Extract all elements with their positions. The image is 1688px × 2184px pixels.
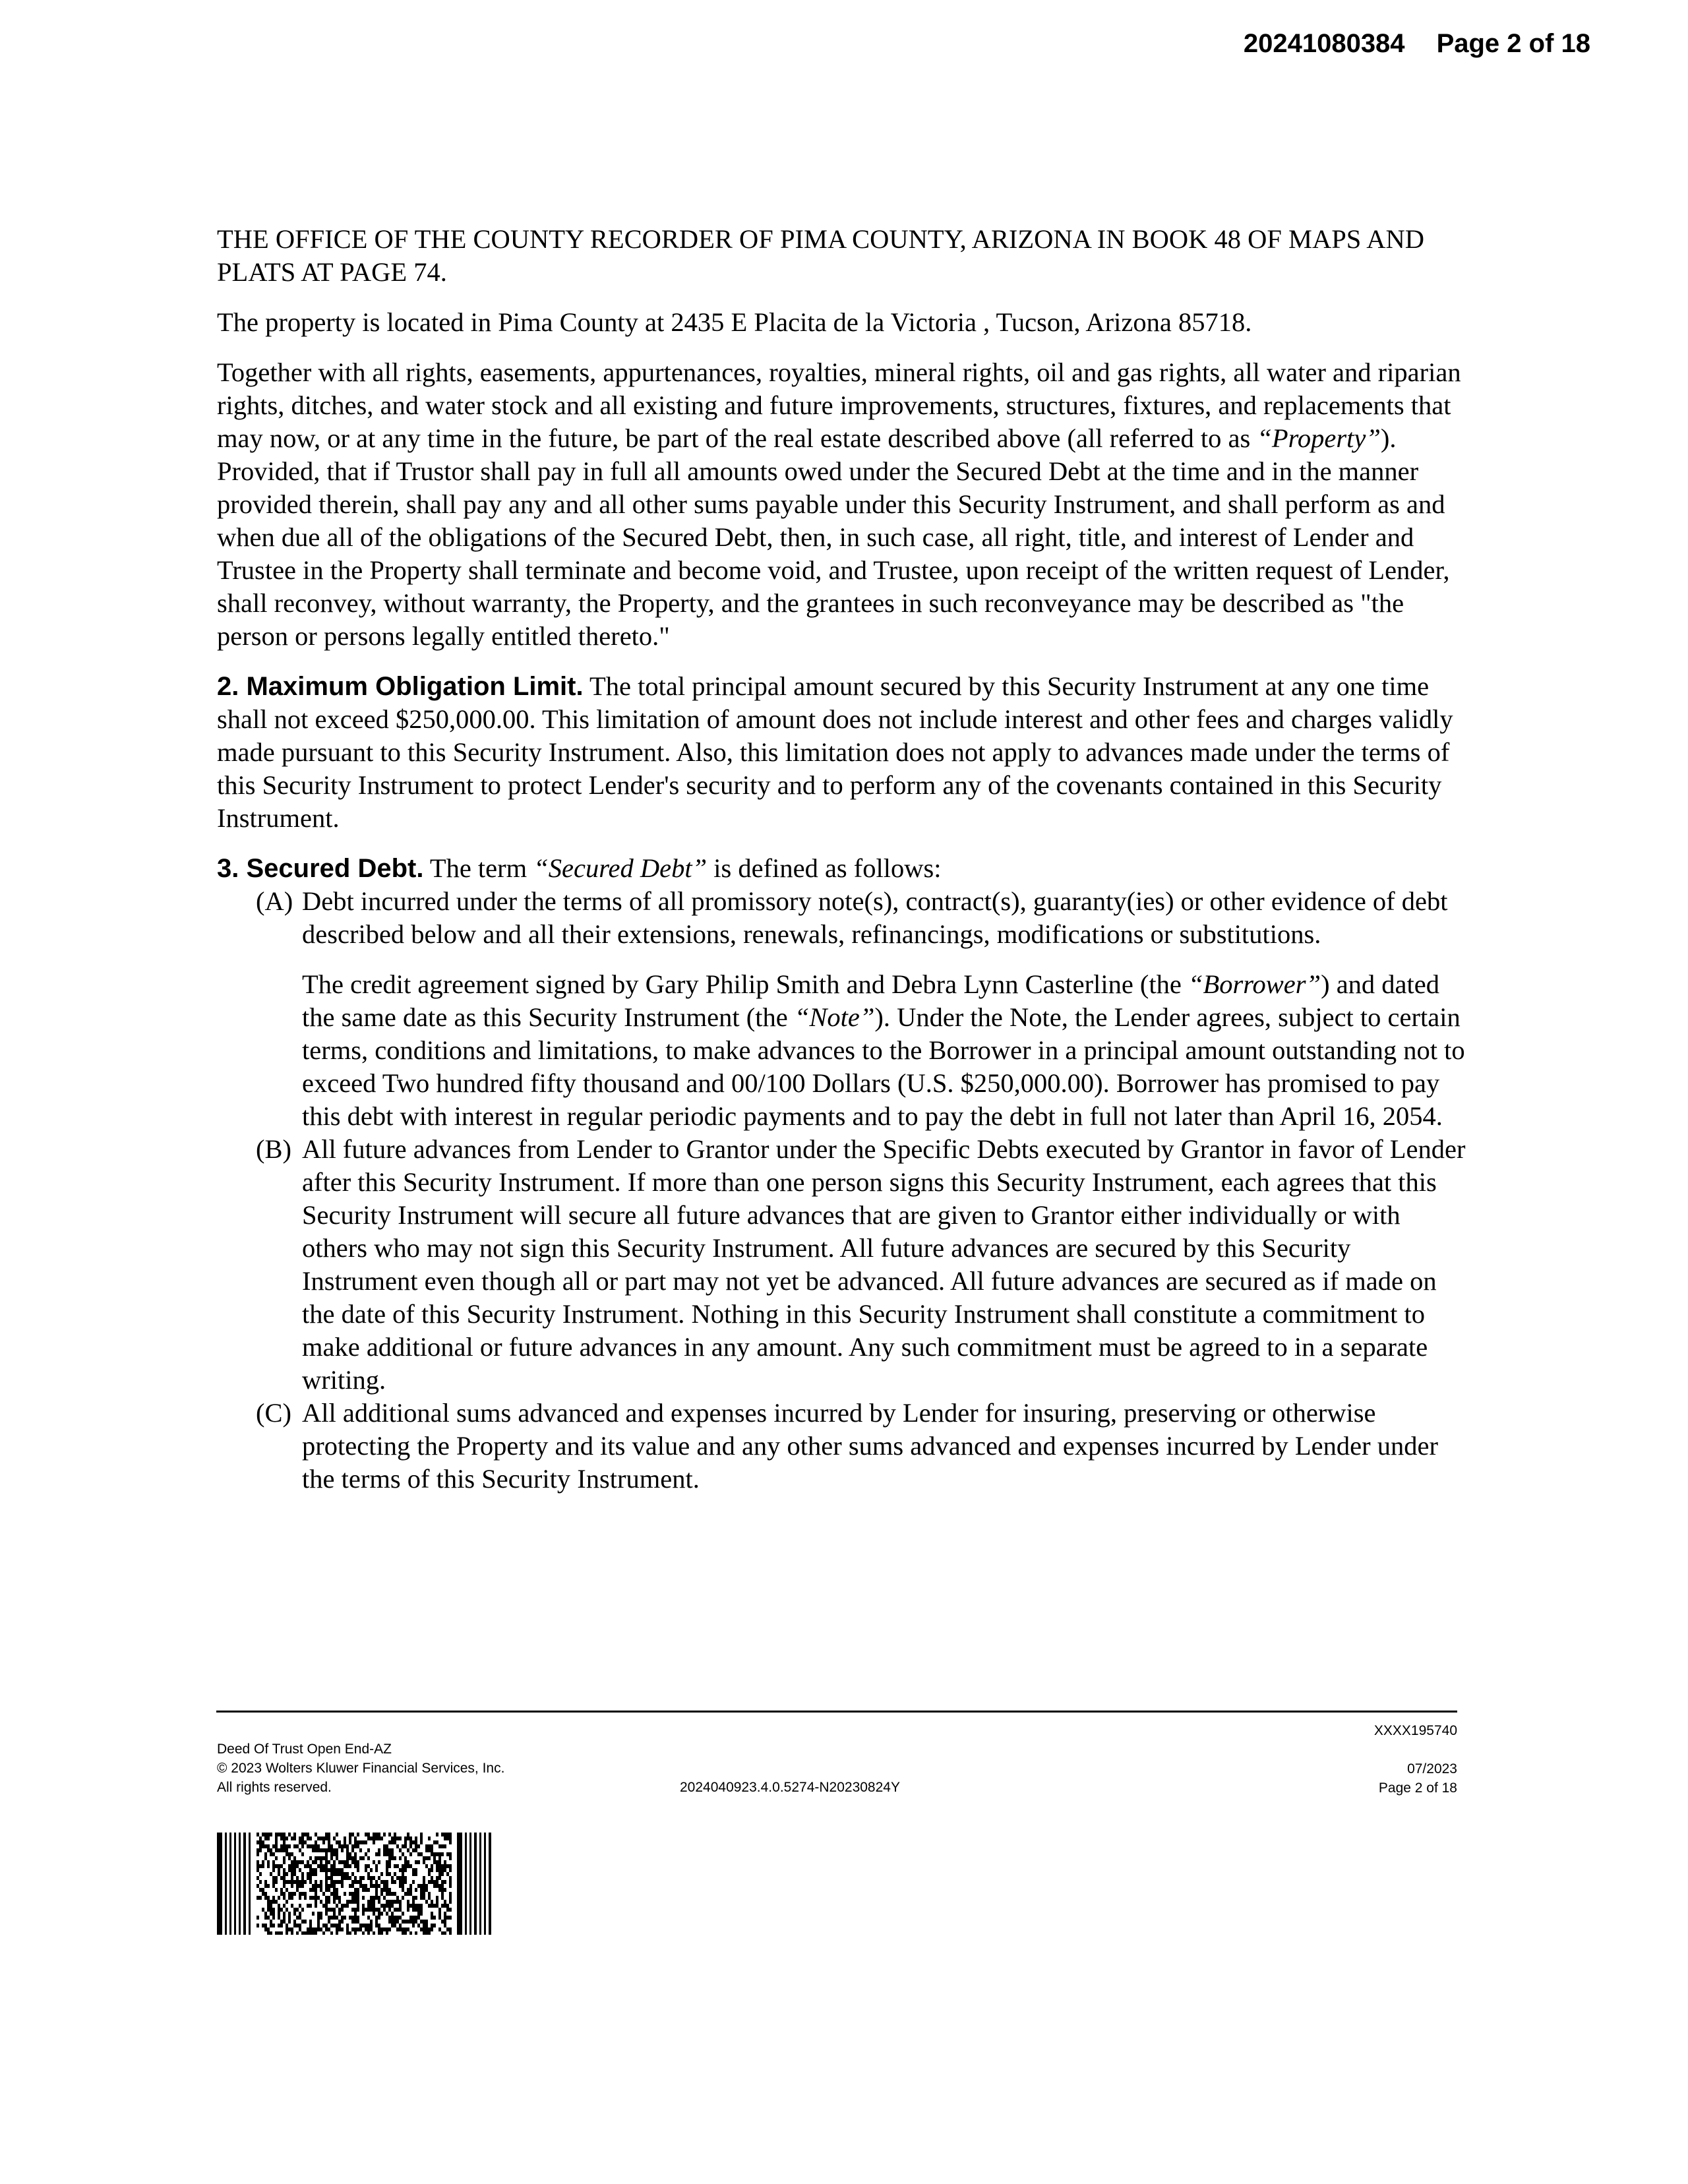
pdf417-barcode xyxy=(217,1833,491,1935)
footer-right xyxy=(1374,1721,1457,1798)
together-with-paragraph: Together with all rights, easements, appurtenances, royalties, mineral rights, oil and gas rights, all water and riparian rights, ditches, and water stock and all existing and future improvements, structures, fixtures, and replacements that may now, or at any time in the future, be part of the real estate described above (all referred to as “Property”). Provided, that if Trustor shall pay in full all amounts owed under the Secured Debt at the time and in the manner provided therein, shall pay any and all other sums payable under this Security Instrument, and shall perform as and when due all of the obligations of the Secured Debt, then, in such case, all right, title, and interest of Lender and Trustee in the Property shall terminate and become void, and Trustee, upon receipt of the written request of Lender, shall reconvey, without warranty, the Property, and the grantees in such reconveyance may be described as "the person or persons legally entitled thereto." xyxy=(217,357,1461,651)
rights-notice: All rights reserved. xyxy=(217,1780,332,1795)
item-c-marker: (C) xyxy=(256,1398,291,1428)
item-b-text: All future advances from Lender to Grantor under the Specific Debts executed by Grantor in favor of Lender after this Security Instrument. If more than one person signs this Security Instrument, each agrees that this Security Instrument will secure all future advances that are given to Grantor either individually or with others who may not sign this Security Instrument. All future advances are secured by this Security Instrument even though all or part may not yet be advanced. All future advances are secured as if made on the date of this Security Instrument. Nothing in this Security Instrument shall constitute a commitment to make additional or future advances in any amount. Any such commitment must be agreed to in a separate writing. xyxy=(302,1134,1466,1395)
section-2-heading: 2. Maximum Obligation Limit. xyxy=(217,672,584,701)
recording-number: 20241080384 xyxy=(1243,29,1405,58)
footer-left xyxy=(217,1740,504,1797)
defined-term-property: “Property” xyxy=(1257,423,1381,453)
document-body xyxy=(217,223,1470,1496)
loan-reference: XXXX195740 xyxy=(1373,1723,1457,1738)
property-location-paragraph: The property is located in Pima County at 2435 E Placita de la Victoria , Tucson, Arizona 85718. xyxy=(217,307,1252,337)
item-c-text: All additional sums advanced and expenses incurred by Lender for insuring, preserving or otherwise protecting the Property and its value and any other sums advanced and expenses incurred by Lender under the terms of this Security Instrument. xyxy=(302,1398,1438,1494)
defined-term-note: “Note” xyxy=(794,1002,875,1032)
section-2-maximum-obligation: 2. Maximum Obligation Limit. The total principal amount secured by this Security Instrument at any one time shall not exceed $250,000.00. This limitation of amount does not include interest and other fees and charges validly made pursuant to this Security Instrument. Also, this limitation does not apply to advances made under the terms of this Security Instrument to protect Lender's security and to perform any of the covenants contained in this Security Instrument. xyxy=(217,671,1453,833)
item-a-marker: (A) xyxy=(256,886,293,916)
footer-divider xyxy=(216,1711,1457,1713)
list-item-c xyxy=(217,1397,1470,1496)
item-b-marker: (B) xyxy=(256,1134,291,1164)
legal-description-paragraph: THE OFFICE OF THE COUNTY RECORDER OF PIMA COUNTY, ARIZONA IN BOOK 48 OF MAPS AND PLATS AT PAGE 74. xyxy=(217,224,1424,287)
version-code: 2024040923.4.0.5274-N20230824Y xyxy=(680,1780,900,1795)
list-item-a xyxy=(217,885,1470,951)
defined-term-secured-debt: “Secured Debt” xyxy=(533,853,708,883)
footer-page-label: Page 2 of 18 xyxy=(1378,1780,1457,1796)
section-3-heading: 3. Secured Debt. xyxy=(217,854,424,883)
copyright-notice: © 2023 Wolters Kluwer Financial Services, Inc. xyxy=(217,1761,505,1776)
defined-term-borrower: “Borrower” xyxy=(1188,969,1321,999)
recording-header xyxy=(1244,29,1590,59)
item-a-text: Debt incurred under the terms of all promissory note(s), contract(s), guaranty(ies) or other evidence of debt described below and all their extensions, renewals, refinancings, modifications or substitutions. xyxy=(302,886,1448,949)
form-date: 07/2023 xyxy=(1407,1761,1457,1776)
form-name: Deed Of Trust Open End-AZ xyxy=(217,1742,392,1757)
section-3-secured-debt: 3. Secured Debt. The term “Secured Debt” is defined as follows: xyxy=(217,853,942,883)
header-page-label: Page 2 of 18 xyxy=(1436,29,1590,58)
credit-agreement-paragraph: The credit agreement signed by Gary Philip Smith and Debra Lynn Casterline (the “Borrower”) and dated the same date as this Security Instrument (the “Note”). Under the Note, the Lender agrees, subject to certain terms, conditions and limitations, to make advances to the Borrower in a principal amount outstanding not to exceed Two hundred fifty thousand and 00/100 Dollars (U.S. $250,000.00). Borrower has promised to pay this debt with interest in regular periodic payments and to pay the debt in full not later than April 16, 2054. xyxy=(302,969,1465,1131)
list-item-b xyxy=(217,1133,1470,1397)
